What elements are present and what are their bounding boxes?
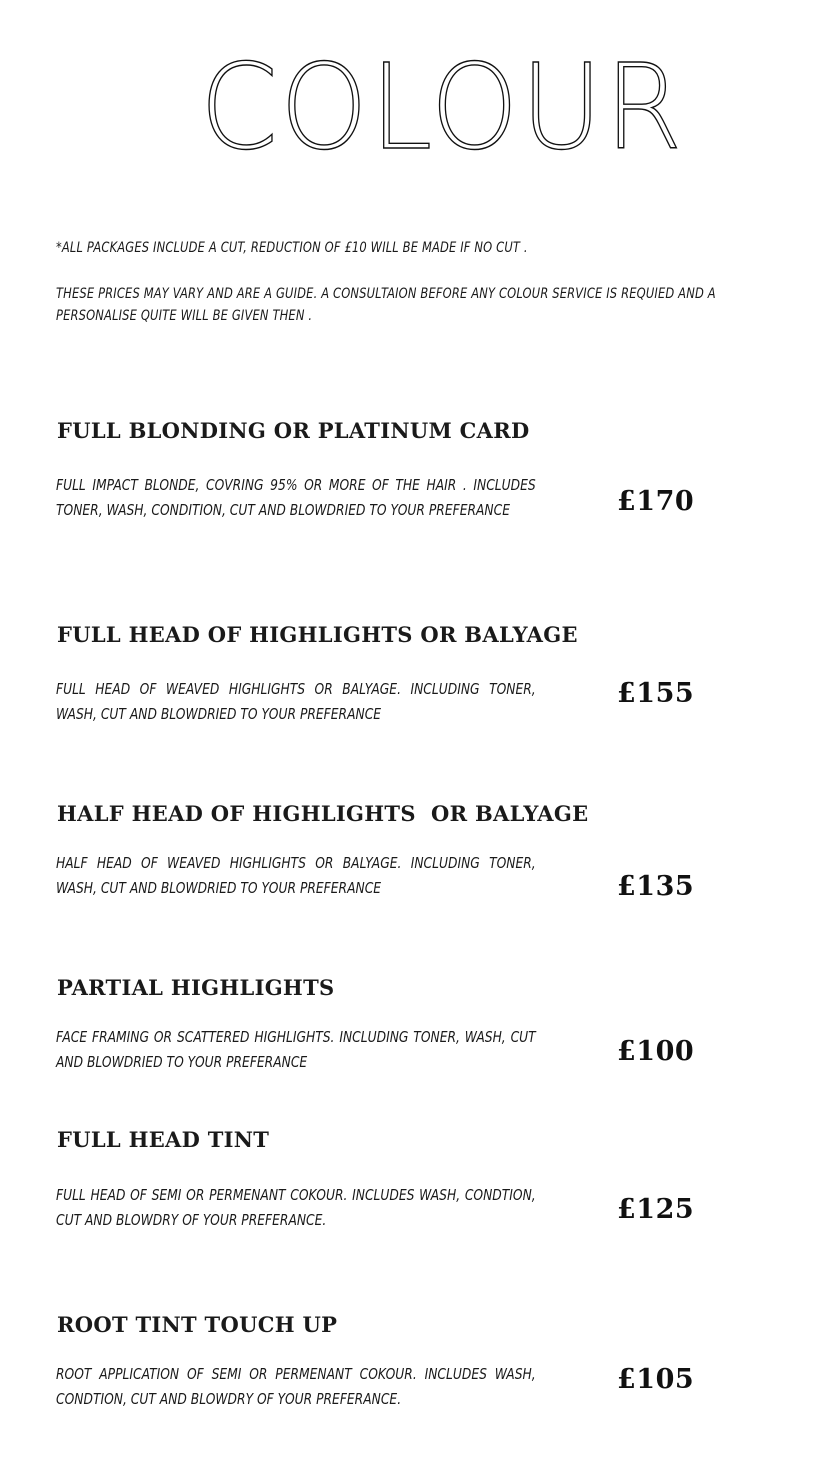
- service-name: FULL BLONDING OR PLATINUM CARD: [57, 418, 530, 443]
- service-description: FULL HEAD OF SEMI OR PERMENANT COKOUR. INCLUDES WASH, CONDTION, CUT AND BLOWDRY OF YOUR PREFERANCE.: [56, 1186, 536, 1229]
- service-price: £135: [617, 871, 695, 902]
- service-description: ROOT APPLICATION OF SEMI OR PERMENANT COKOUR. INCLUDES WASH, CONDTION, CUT AND BLOWDRY OF YOUR PREFERANCE.: [56, 1365, 536, 1408]
- service-description: HALF HEAD OF WEAVED HIGHLIGHTS OR BALYAGE. INCLUDING TONER, WASH, CUT AND BLOWDRIED TO YOUR PREFERANCE: [56, 854, 536, 897]
- service-name: HALF HEAD OF HIGHLIGHTS OR BALYAGE: [57, 801, 589, 826]
- guide-note: THESE PRICES MAY VARY AND ARE A GUIDE. A CONSULTAION BEFORE ANY COLOUR SERVICE IS REQUIED AND A PERSONALISE QUITE WILL BE GIVEN THEN .: [56, 286, 716, 324]
- service-price: £155: [617, 678, 695, 709]
- service-price: £100: [617, 1036, 695, 1067]
- service-name: FULL HEAD OF HIGHLIGHTS OR BALYAGE: [57, 622, 578, 647]
- page-title: [26, 38, 833, 176]
- service-description: FULL IMPACT BLONDE, COVRING 95% OR MORE OF THE HAIR . INCLUDES TONER, WASH, CONDITION, CUT AND BLOWDRIED TO YOUR PREFERANCE: [56, 476, 536, 519]
- service-price: £170: [617, 486, 695, 517]
- service-name: FULL HEAD TINT: [57, 1127, 270, 1152]
- cut-note: *ALL PACKAGES INCLUDE A CUT, REDUCTION OF £10 WILL BE MADE IF NO CUT .: [56, 240, 528, 256]
- service-price: £105: [617, 1364, 695, 1395]
- service-price: £125: [617, 1194, 695, 1225]
- service-name: ROOT TINT TOUCH UP: [57, 1312, 338, 1337]
- service-description: FULL HEAD OF WEAVED HIGHLIGHTS OR BALYAGE. INCLUDING TONER, WASH, CUT AND BLOWDRIED TO YOUR PREFERANCE: [56, 680, 536, 723]
- service-description: FACE FRAMING OR SCATTERED HIGHLIGHTS. INCLUDING TONER, WASH, CUT AND BLOWDRIED TO YOUR PREFERANCE: [56, 1028, 536, 1071]
- service-name: PARTIAL HIGHLIGHTS: [57, 975, 335, 1000]
- page-title-text: COLOUR: [200, 38, 685, 176]
